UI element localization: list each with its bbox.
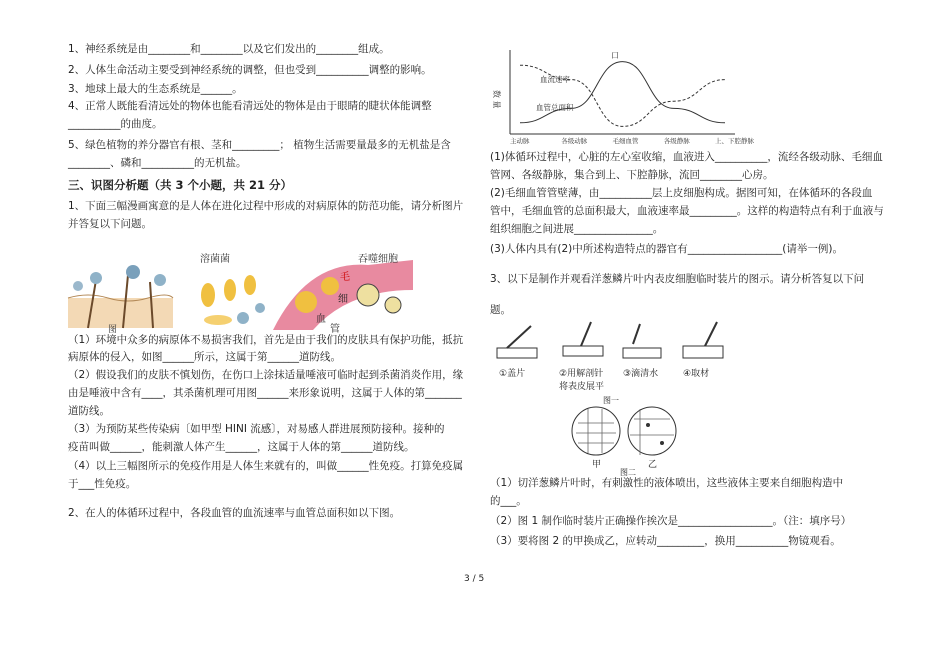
curve-label-speed: 血流速率 (540, 75, 570, 84)
r-question-1-line1: (1)体循环过程中，心脏的左心室收缩，血液进入__________，流经各级动脉、毛细血 (490, 151, 883, 163)
view-yi (628, 407, 676, 455)
sub-question-3-line1: （3）为预防某些传染病〔如甲型 HINI 流感〕，对易感人群进展预防接种。接种的 (68, 423, 445, 435)
sub-question-2-line2: 由是唾液中含有____，其杀菌机理可用图______来形象说明，这属于人体的第_______ (68, 387, 462, 399)
x-tick-label: 主动脉 (510, 137, 530, 145)
step-2-sublabel: 将表皮展平 (559, 382, 605, 392)
x-tick-label: 上、下腔静脉 (715, 137, 754, 145)
figure-1-steps (495, 318, 745, 398)
figure-2-microscope (570, 405, 690, 471)
label-jia: 甲 (592, 460, 602, 470)
label-xue: 血 (316, 314, 326, 325)
step-1-label: ①盖片 (499, 369, 526, 379)
lysozyme-panel (200, 252, 265, 325)
bacteria-label: 溶菌菌 (200, 254, 230, 265)
problem-1-line1: 1、下面三幅漫画寓意的是人体在进化过程中形成的对病原体的防范功能，请分析图片 (68, 200, 464, 212)
section-heading: 三、识图分析题（共 3 个小题，共 21 分） (68, 178, 293, 192)
sub-question-2-line3: 道防线。 (68, 405, 110, 417)
figure-1-caption: 图一 (603, 396, 619, 405)
sub-question-4-line2: 于___性免疫。 (68, 478, 137, 490)
sub-question-1-line1: （1）环境中众多的病原体不易损害我们，首先是由于我们的皮肤具有保护功能，抵抗 (68, 334, 464, 346)
question-5-line2: ________、磷和__________的无机盐。 (68, 157, 247, 169)
label-xi: 细 (338, 294, 348, 305)
question-2: 2、人体生命活动主要受到神经系统的调整，但也受到__________调整的影响。 (68, 64, 432, 76)
step-2-label: ②用解剖针 (559, 369, 604, 379)
t-question-1-line1: （1）切洋葱鳞片叶时，有刺激性的液体喷出，这些液体主要来自细胞构造中 (490, 477, 844, 489)
r-question-1-line2: 管网、各级静脉，集合到上、下腔静脉，流回________心房。 (490, 169, 774, 181)
t-question-1-line2: 的___。 (490, 495, 527, 507)
skin-panel (68, 265, 173, 328)
sub-question-2-line1: （2）假设我们的皮肤不慎划伤，在伤口上涂抹适量唾液可临时起到杀菌消炎作用，缘 (68, 369, 464, 381)
series-line-1 (520, 62, 725, 123)
problem-1-line2: 并答复以下问题。 (68, 218, 152, 230)
question-5-line1: 5、绿色植物的养分器官有根、茎和_________； 植物生活需要量最多的无机盐是含 (68, 139, 451, 151)
t-question-2: （2）图 1 制作临时装片正确操作挨次是__________________。（注：填序号） (490, 515, 852, 527)
question-4-line2: __________的曲度。 (68, 118, 163, 130)
r-question-2-line3: 组织细胞之间进展_______________。 (490, 223, 664, 235)
label-guan: 管 (330, 324, 340, 335)
step-2-drawing (563, 322, 603, 356)
question-1: 1、神经系统是由________和________以及它们发出的________组成。 (68, 43, 390, 55)
phagocyte-label: 吞噬细胞 (358, 254, 398, 265)
problem-2: 2、在人的体循环过程中，各段血管的血流速率与血管总面积如以下图。 (68, 507, 401, 519)
x-tick-label: 毛细血管 (612, 137, 639, 145)
sub-question-3-line2: 疫苗叫做______，能刺激人体产生______，这属于人体的第______道防线。 (68, 441, 415, 453)
r-question-2-line1: (2)毛细血管管壁薄，由__________层上皮细胞构成。据图可知，在体循环的各段血 (490, 187, 873, 199)
label-mao: 毛 (340, 272, 350, 283)
problem-3-line2: 题。 (490, 304, 511, 316)
question-3: 3、地球上最大的生态系统是______。 (68, 83, 243, 95)
y-axis-label: 数 量 (492, 90, 501, 109)
step-4-label: ④取材 (683, 369, 710, 379)
view-jia (572, 407, 620, 455)
immune-cartoon-figure (68, 250, 413, 335)
x-tick-label: 各级动脉 (561, 137, 588, 145)
step-4-drawing (683, 322, 723, 358)
curve-label-area: 血管总面积 (536, 103, 574, 112)
question-4-line1: 4、正常人既能看清远处的物体也能看清远处的物体是由于眼睛的睫状体能调整 (68, 100, 432, 112)
problem-3-line1: 3、以下是制作并观看洋葱鳞片叶内表皮细胞临时装片的图示。请分析答复以下问 (490, 273, 865, 285)
x-tick-label: 各级静脉 (663, 137, 690, 145)
label-yi: 乙 (648, 460, 658, 470)
figure-2-caption: 图二 (620, 468, 636, 477)
blood-vessel-chart (490, 50, 754, 146)
t-question-3: （3）要将图 2 的甲换成乙，应转动_________，换用__________物镜观看。 (490, 535, 841, 547)
page-number: 3 / 5 (464, 574, 485, 584)
chart-top-mark: 口 (611, 51, 619, 60)
step-1-drawing (497, 326, 537, 358)
sub-question-4-line1: （4）以上三幅图所示的免疫作用是人体生来就有的，叫做______性免疫。打算免疫属 (68, 460, 464, 472)
sub-question-1-line2: 病原体的侵入，如图______所示，这属于第______道防线。 (68, 351, 341, 363)
step-3-label: ③滴清水 (623, 369, 659, 379)
r-question-2-line2: 管中，毛细血管的总面积最大，血液速率最_________。这样的构造特点有利于血液与 (490, 205, 884, 217)
r-question-3: (3)人体内具有(2)中所述构造特点的器官有__________________(请举一例)。 (490, 243, 843, 255)
step-3-drawing (623, 324, 661, 358)
phagocyte-panel (273, 252, 413, 335)
figure-label: 图 (108, 325, 118, 335)
